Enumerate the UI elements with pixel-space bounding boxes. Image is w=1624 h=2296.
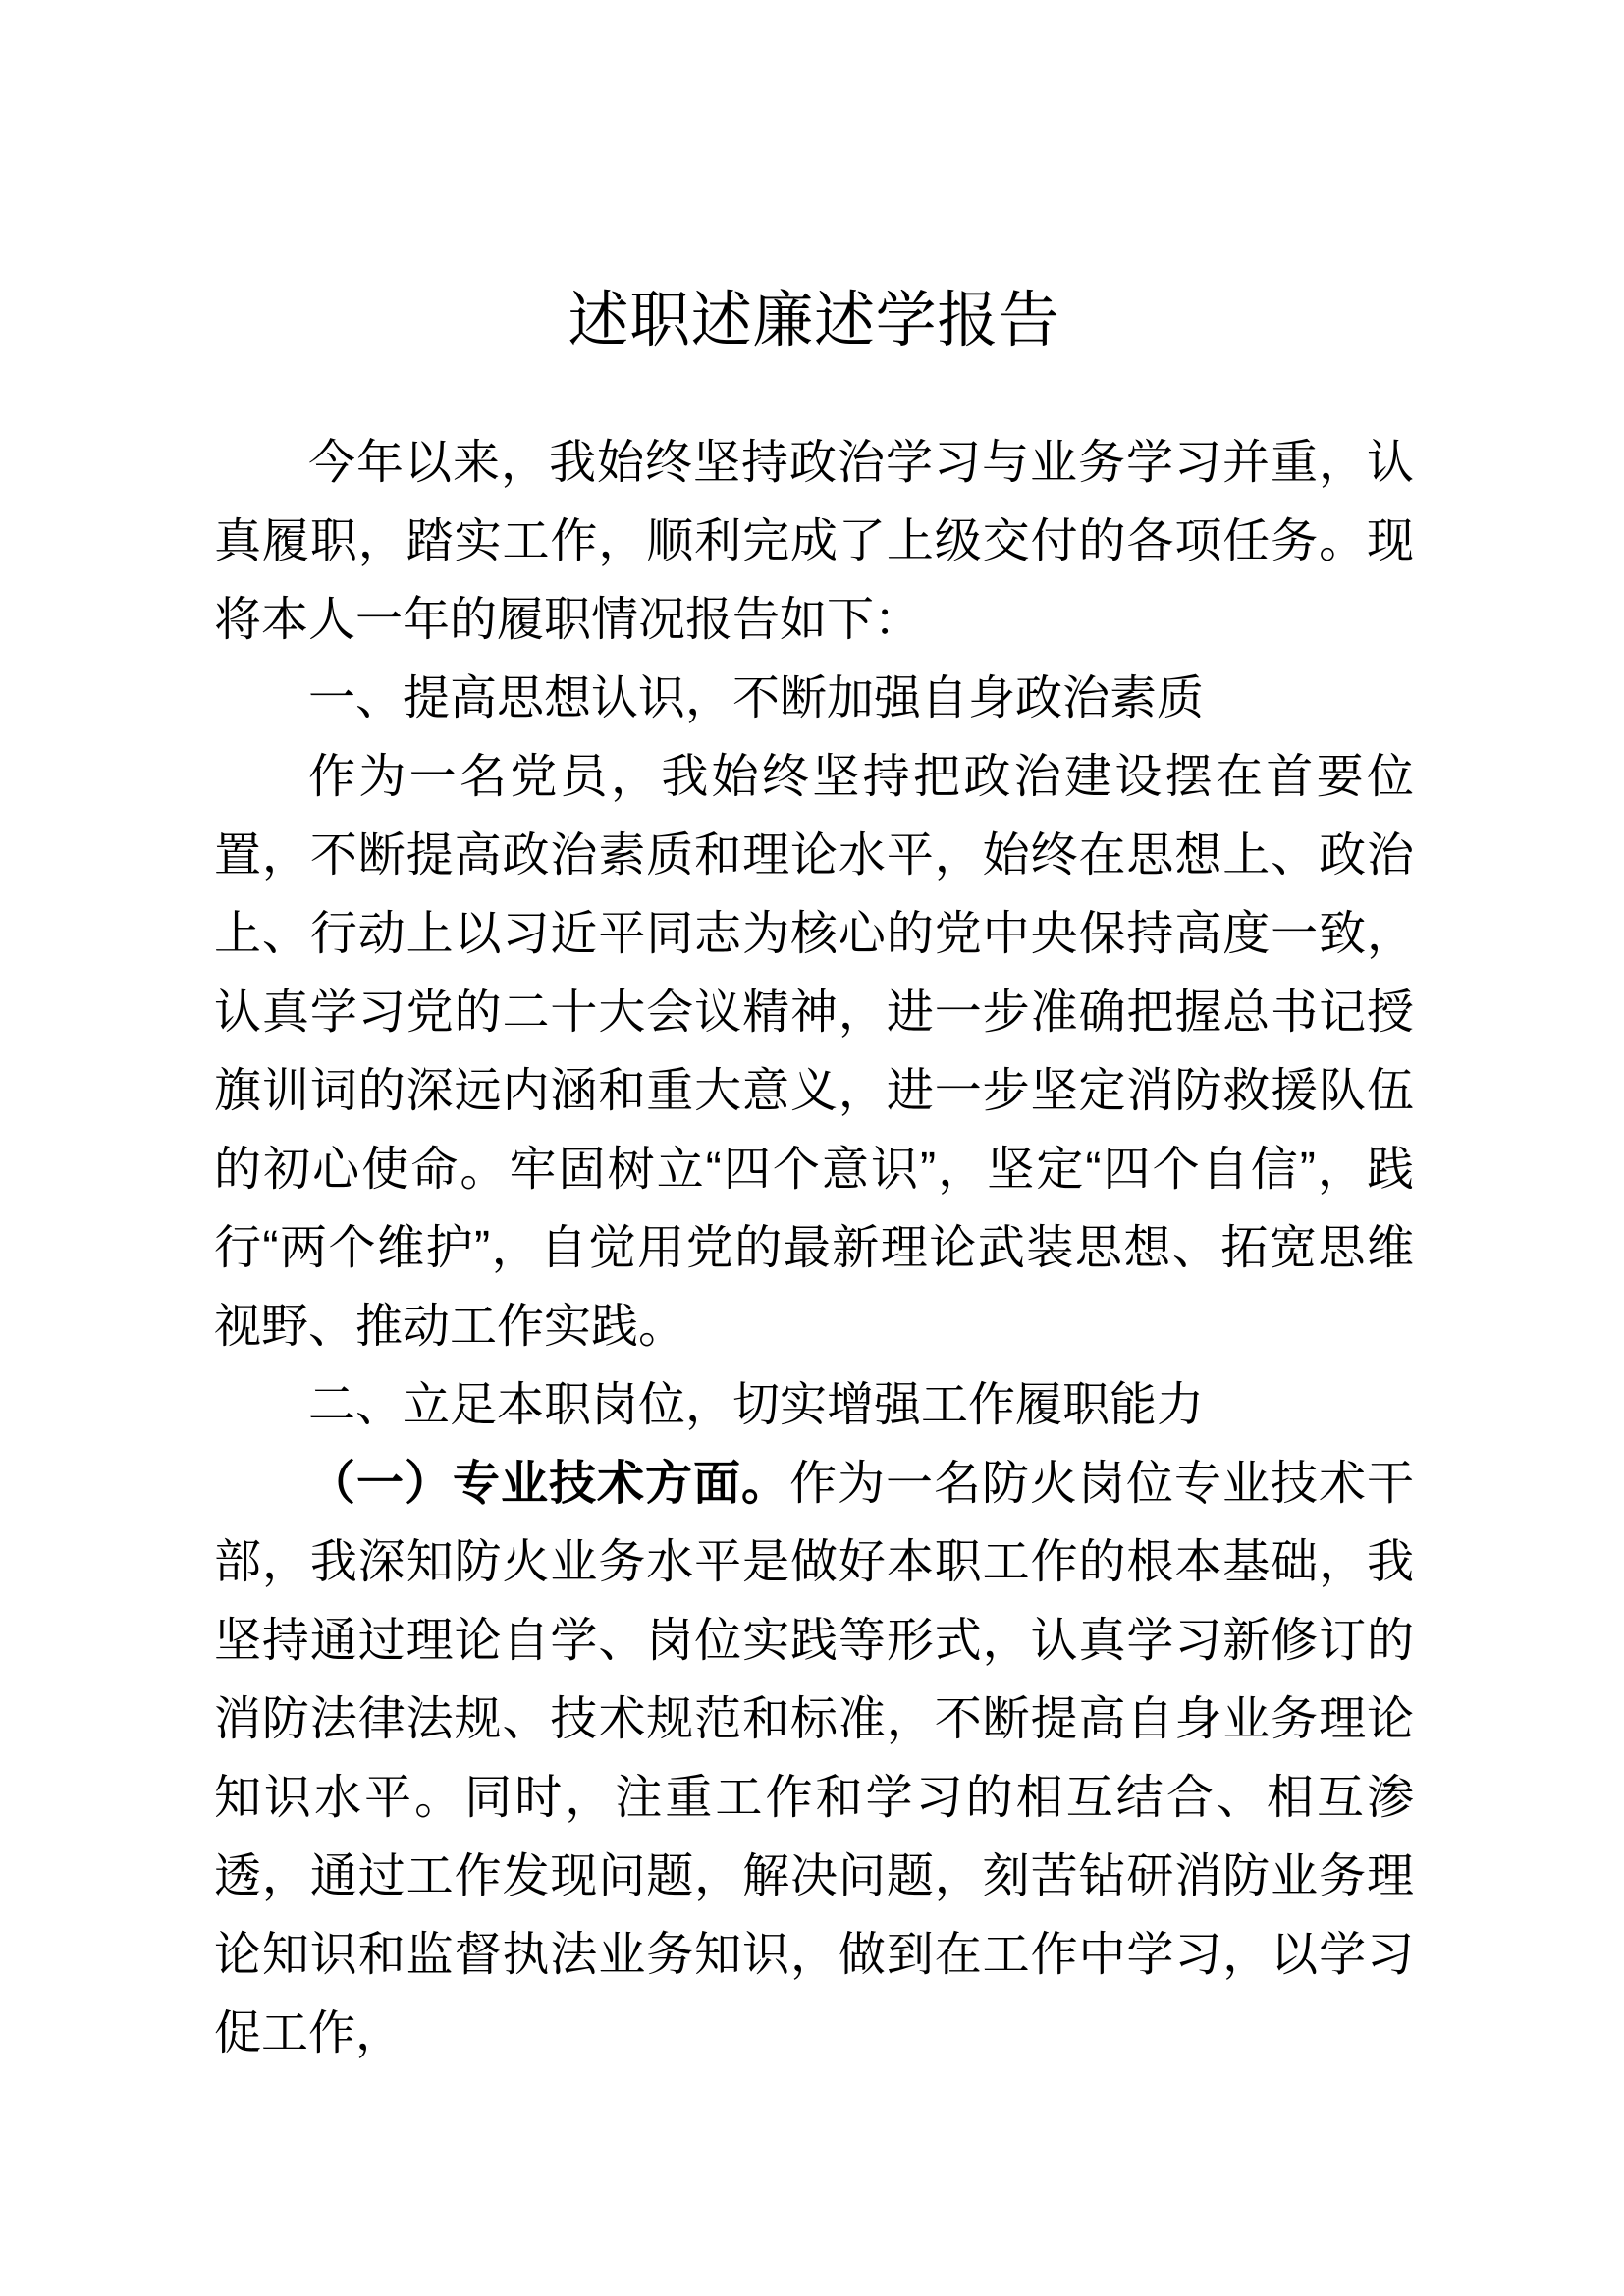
- page-title: 述职述廉述学报告: [568, 287, 1060, 354]
- subsection-lead-label: （一）专业技术方面。: [308, 1458, 789, 1510]
- paragraph-intro: 今年以来，我始终坚持政治学习与业务学习并重，认真履职，踏实工作，顺利完成了上级交付的各项任务。现将本人一年的履职情况报告如下：: [214, 437, 1414, 646]
- paragraph-section-two-item-one: [214, 1445, 1414, 2073]
- paragraph-section-one-body: 作为一名党员，我始终坚持把政治建设摆在首要位置，不断提高政治素质和理论水平，始终在思想上、政治上、行动上以习近平同志为核心的党中央保持高度一致，认真学习党的二十大会议精神，进一步准确把握总书记授旗训词的深远内涵和重大意义，进一步坚定消防救援队伍的初心使命。牢固树立“四个意识”，坚定“四个自信”，践行“两个维护”，自觉用党的最新理论武装思想、拓宽思维视野、推动工作实践。: [214, 751, 1414, 1353]
- document-content: [214, 0, 1414, 2073]
- subsection-body-text: 作为一名防火岗位专业技术干部，我深知防火业务水平是做好本职工作的根本基础，我坚持通过理论自学、岗位实践等形式，认真学习新修订的消防法律法规、技术规范和标准，不断提高自身业务理论知识水平。同时，注重工作和学习的相互结合、相互渗透，通过工作发现问题，解决问题，刻苦钻研消防业务理论知识和监督执法业务知识，做到在工作中学习，以学习促工作，: [214, 1458, 1414, 2059]
- section-heading-two: 二、立足本职岗位，切实增强工作履职能力: [308, 1379, 1205, 1431]
- title-spacer: [214, 351, 1414, 424]
- section-heading-one: 一、提高思想认识，不断加强自身政治素质: [308, 672, 1205, 724]
